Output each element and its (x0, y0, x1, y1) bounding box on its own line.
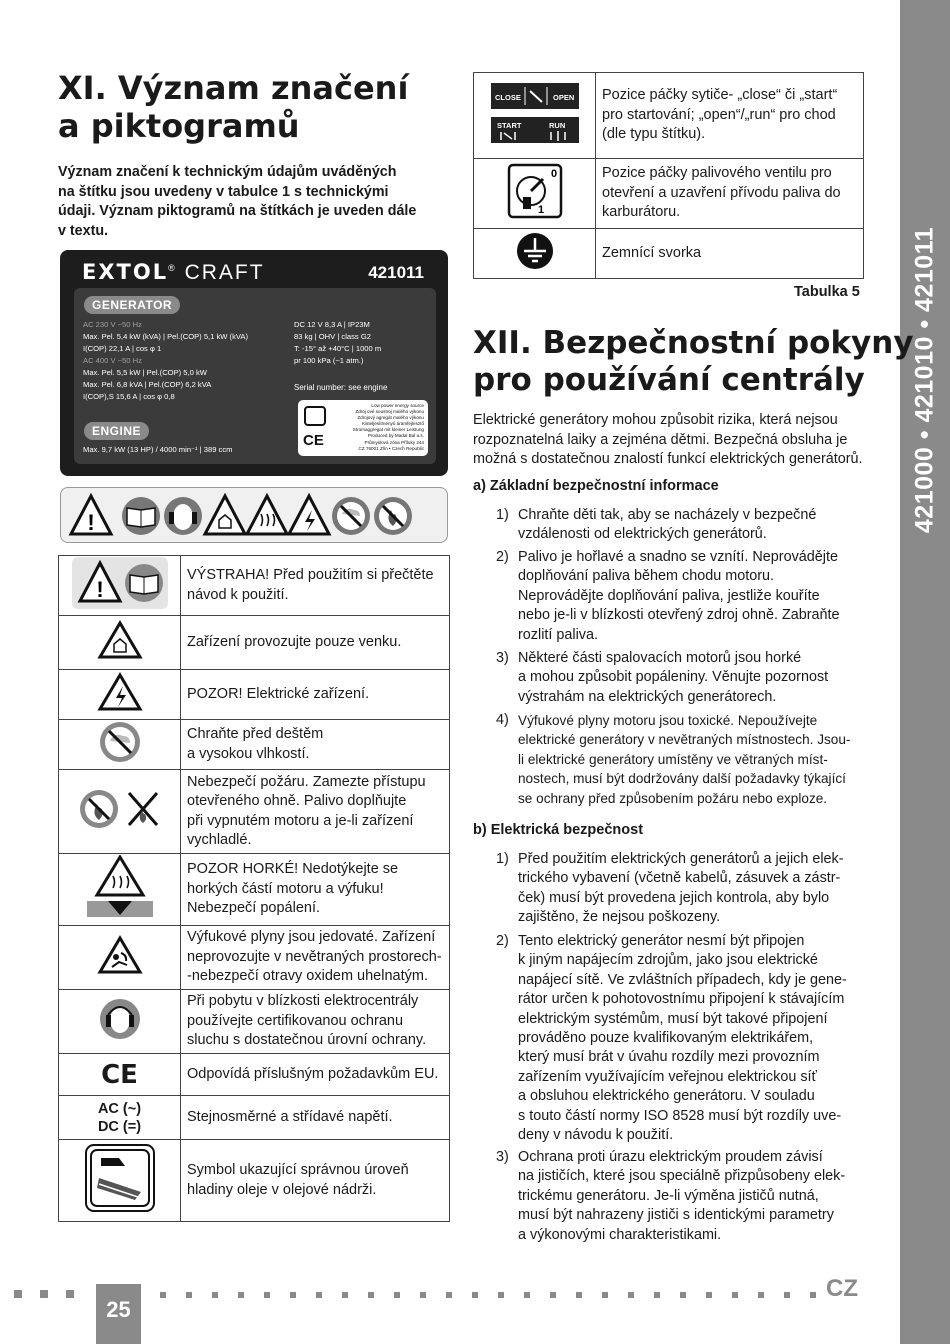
spec-line: 83 kg | OHV | class G2 (294, 332, 371, 341)
pictogram-table (58, 555, 450, 1222)
footer-dot (472, 1292, 478, 1298)
oil-level-icon (85, 1144, 155, 1212)
cell-line: otevřeného ohně. Palivo doplňujte (187, 793, 407, 809)
footer-dot (420, 1292, 426, 1298)
footer-dot (706, 1292, 712, 1298)
spec-line: Max. Pel. 5,5 kW | Pel.(COP) 5,0 kW (83, 368, 207, 377)
section-12-intro (473, 411, 863, 470)
item-line: rátor určen k pohotovostnímu připojení k stávajícím (518, 991, 845, 1008)
cell-line: karburátoru. (602, 204, 681, 221)
table-row (59, 556, 450, 616)
text-cell (181, 1054, 450, 1096)
item-line: Chraňte děti tak, aby se nacházely v bezpečné (518, 507, 817, 523)
label-model: 421011 (368, 263, 424, 282)
item-line: a obsluhou elektrického generátoru. V souladu (518, 1088, 815, 1105)
footer-dot (316, 1292, 322, 1298)
item-line: se ochrany před způsobením požáru nebo exploze. (518, 790, 828, 806)
manual-book-icon (122, 497, 160, 535)
brand-mark: ® (168, 263, 177, 273)
cell-line: Odpovídá příslušným požadavkům EU. (187, 1065, 439, 1082)
no-rain-icon (332, 497, 370, 535)
table-row (59, 926, 450, 990)
generator-pill: GENERATOR (84, 296, 180, 314)
item-line: vzdálenosti od elektrických generátorů. (518, 526, 767, 543)
footer-dot (368, 1292, 374, 1298)
footer-dot (550, 1292, 556, 1298)
serial-number: Serial number: see engine (294, 383, 388, 392)
electric-hazard-icon (97, 672, 143, 712)
text-cell (181, 1096, 450, 1140)
footer-dot (680, 1292, 686, 1298)
footer-dot (784, 1292, 790, 1298)
text-cell (181, 854, 450, 926)
text-cell (181, 720, 450, 770)
title-line: XI. Význam značení (58, 69, 409, 107)
small-line: Low power energy source (371, 403, 424, 408)
no-fire-icon (374, 497, 412, 535)
footer-dot (732, 1292, 738, 1298)
item-line: li elektrické generátory umístěny ve větraných míst- (518, 751, 828, 767)
icon-cell (59, 990, 181, 1054)
spec-line: Max. Pel. 5,4 kW (kVA) | Pel.(COP) 5,1 kW (kVA) (83, 332, 248, 341)
cell-line: Výfukové plyny jsou jedovaté. Zařízení (187, 929, 436, 946)
icon-cell (59, 556, 181, 616)
cell-line: Nebezpečí popálení. (187, 900, 321, 917)
item-line: Před použitím elektrických generátorů a jejich elek- (518, 851, 844, 867)
pictogram-strip (60, 487, 448, 543)
ac-dc-icon (59, 1096, 181, 1140)
subsection-b-heading: b) Elektrická bezpečnost (473, 822, 644, 838)
footer-dot (602, 1292, 608, 1298)
cell-line: horkých částí motoru a výfuku! (187, 880, 384, 897)
icon-cell (59, 770, 181, 854)
label-left-specs (83, 319, 248, 403)
engine-pill: ENGINE (84, 422, 149, 440)
spec-line: DC 12 V 8,3 A | IP23M (294, 320, 370, 329)
item-line: který musí brát v úvahu rozdíly mezi provozním (518, 1049, 820, 1066)
icon-cell (59, 1140, 181, 1222)
text-cell (596, 159, 864, 229)
icon-cell (59, 720, 181, 770)
table-row (59, 1140, 450, 1222)
footer-dot (290, 1292, 296, 1298)
table-row (59, 616, 450, 670)
section-11-intro (58, 163, 453, 241)
no-rain-icon (98, 720, 142, 764)
text-cell (181, 556, 450, 616)
intro-line: možná s dostatečnou znalostí funkcí elektrických generátorů. (473, 451, 863, 467)
lever-table (473, 72, 864, 279)
table-row (59, 1054, 450, 1096)
intro-line: Význam značení k technickým údajům uváděných (58, 164, 397, 180)
section-12-title (473, 325, 914, 398)
spec-line: AC 230 V ~50 Hz (83, 320, 142, 329)
item-line: nostech, musí být dodržovány další požadavky týkající (518, 771, 846, 787)
item-line: zajištěno, že nejsou poškozeny. (518, 909, 721, 926)
ce-mark-icon (59, 1054, 181, 1096)
cell-line: Nebezpečí požáru. Zamezte přístupu (187, 773, 426, 790)
no-fire-icon (77, 787, 163, 831)
table-row (474, 159, 864, 229)
language-code: CZ (826, 1275, 858, 1302)
ac-label: AC (~) (97, 1100, 142, 1117)
item-line: doplňování paliva během chodu motoru. (518, 568, 775, 585)
footer-dot (66, 1290, 74, 1298)
item-line: Tento elektrický generátor nesmí být připojen (518, 933, 805, 949)
open-label: OPEN (552, 93, 574, 102)
text-cell (181, 926, 450, 990)
svg-text:!: ! (95, 577, 104, 602)
item-line: a výkonovými charakteristikami. (518, 1226, 722, 1243)
small-line: Kisteljesítményű áramfejlesztő (361, 421, 424, 427)
text-cell (596, 229, 864, 279)
fuel-one-label: 1 (537, 204, 544, 216)
footer-dot (628, 1292, 634, 1298)
table-row (474, 73, 864, 159)
footer-dot (212, 1292, 218, 1298)
table-caption: Tabulka 5 (794, 284, 860, 300)
subsection-a-heading: a) Základní bezpečnostní informace (473, 478, 719, 494)
rating-label (60, 250, 448, 476)
cell-line: Zařízení provozujte pouze venku. (187, 633, 402, 650)
title-line: XII. Bezpečnostní pokyny (473, 325, 914, 361)
spec-line: I(COP),S 15,6 A | cos φ 0,8 (83, 392, 175, 401)
hot-surface-icon (87, 855, 153, 919)
cell-line: Symbol ukazující správnou úroveň (187, 1162, 409, 1178)
cell-line: hladiny oleje v olejové nádrži. (187, 1181, 377, 1198)
footer-dot (264, 1292, 270, 1298)
table-row (59, 770, 450, 854)
small-line: Produced by Madal Bal a.s. (367, 433, 424, 439)
item-line: nebo je-li v blízkosti otevřený zdroj ohně. Zabraňte (518, 607, 840, 624)
item-number: 3) (496, 650, 509, 666)
footer-dot (810, 1292, 816, 1298)
footer-dot (394, 1292, 400, 1298)
spec-line: T: -15° až +40°C | 1000 m (294, 344, 382, 353)
item-line: rozlití paliva. (518, 626, 598, 643)
choke-lever-icon (474, 73, 596, 159)
text-cell (181, 670, 450, 720)
item-line: k jiným napájecím zdrojům, jako jsou elektrické (518, 952, 818, 969)
small-line: CZ 76001 Zlín • Czech Republic (358, 445, 424, 451)
footer-dot (576, 1292, 582, 1298)
run-label: RUN (548, 121, 565, 130)
title-line: pro používání centrály (473, 361, 865, 398)
item-line: na jističích, které jsou speciálně přizpůsobeny elek- (518, 1168, 846, 1185)
item-line: Výfukové plyny motoru jsou toxické. Nepoužívejte (518, 713, 818, 728)
dc-label: DC (=) (97, 1118, 142, 1135)
footer-dot (758, 1292, 764, 1298)
small-line: Stromaggregat mit kleiner Leistung (352, 427, 424, 433)
table-row (59, 854, 450, 926)
cell-line: Pozice páčky palivového ventilu pro (602, 165, 832, 182)
footer-dot (40, 1290, 48, 1298)
item-line: prováděno pouze kvalifikovaným elektrikářem, (518, 1030, 814, 1047)
cell-line: Při pobytu v blízkosti elektrocentrály (187, 993, 419, 1010)
item-line: Palivo je hořlavé a snadno se vznítí. Neprovádějte (518, 549, 838, 565)
item-line: elektrické generátory v nevětraných místnostech. Jsou- (518, 732, 851, 748)
page-number: 25 (96, 1284, 141, 1344)
footer-dot (498, 1292, 504, 1298)
footer-dot (524, 1292, 530, 1298)
item-line: Ochrana proti úrazu elektrickým proudem závisí (518, 1149, 823, 1165)
item-number: 2) (496, 933, 509, 949)
fuel-zero-label: 0 (550, 168, 557, 180)
item-number: 4) (496, 712, 509, 728)
brand-light: CRAFT (184, 261, 265, 284)
warning-manual-icon (72, 557, 168, 609)
footer-dot (654, 1292, 660, 1298)
cell-line: vychladlé. (187, 832, 252, 848)
text-cell (596, 73, 864, 159)
text-cell (181, 616, 450, 670)
footer-dot (342, 1292, 348, 1298)
side-band (900, 0, 950, 1344)
item-line: zařízením využívajícím veřejnou elektrickou síť (518, 1068, 817, 1085)
text-cell (181, 770, 450, 854)
cell-line: a vysokou vlhkostí. (187, 745, 310, 762)
item-line: musí být nahrazeny jističi s identickými parametry (518, 1207, 834, 1224)
item-line: deny v návodu k použití. (518, 1127, 674, 1144)
engine-spec: Max. 9,7 kW (13 HP) / 4000 min⁻¹ | 389 ccm (83, 445, 233, 454)
side-model-numbers: 421000 • 421010 • 421011 (910, 226, 939, 534)
footer-dot (160, 1292, 166, 1298)
spec-line: pr 100 kPa (~1 atm.) (294, 356, 364, 365)
start-label: START (496, 121, 521, 130)
table-row (59, 720, 450, 770)
section-11-title (58, 70, 408, 146)
electric-hazard-icon (289, 496, 329, 534)
footer-dot (446, 1292, 452, 1298)
icon-cell (59, 926, 181, 990)
icon-cell (59, 854, 181, 926)
intro-line: na štítku jsou uvedeny v tabulce 1 s technickými (58, 183, 389, 200)
item-number: 3) (496, 1149, 509, 1165)
ear-protection-icon (164, 497, 202, 535)
cell-line: VÝSTRAHA! Před použitím si přečtěte (187, 567, 434, 583)
item-line: trického vybavení (včetně kabelů, zásuvek a zástr- (518, 870, 841, 887)
intro-line: údaji. Význam piktogramů na štítkách je uveden dále (58, 203, 417, 219)
cell-line: Chraňte před deštěm (187, 726, 324, 742)
label-small-text (353, 403, 424, 452)
table-row (59, 670, 450, 720)
cell-line: POZOR HORKÉ! Nedotýkejte se (187, 861, 399, 878)
icon-cell (59, 616, 181, 670)
hot-surface-icon (247, 496, 287, 534)
cell-line: používejte certifikovanou ochranu (187, 1012, 404, 1029)
toxic-fumes-icon (97, 935, 143, 975)
item-line: výstrahám na elektrických generátorech. (518, 688, 777, 705)
cell-line: POZOR! Elektrické zařízení. (187, 685, 370, 702)
cell-line: otevření a uzavření přívodu paliva do (602, 184, 841, 201)
table-row (59, 1096, 450, 1140)
outdoor-use-icon (205, 496, 245, 534)
text-cell (181, 1140, 450, 1222)
ground-terminal-icon (474, 229, 596, 279)
text-cell (181, 990, 450, 1054)
outdoor-use-icon (97, 620, 143, 660)
cell-line: neprovozujte v nevětraných prostorech- (187, 948, 442, 965)
svg-text:!: ! (87, 510, 95, 535)
table-row (474, 229, 864, 279)
spec-line: AC 400 V ~50 Hz (83, 356, 142, 365)
item-number: 1) (496, 507, 509, 523)
cell-line: při vypnutém motoru a je-li zařízení (187, 812, 414, 829)
footer-dot (238, 1292, 244, 1298)
small-line: Zdrojový agregát malého výkonu (357, 415, 424, 421)
cell-line: (dle typu štítku). (602, 126, 706, 143)
item-line: a mohou způsobit popáleniny. Věnujte pozornost (518, 669, 829, 686)
spec-line: I(COP) 22,1 A | cos φ 1 (83, 344, 162, 353)
cell-line: návod k použití. (187, 586, 289, 603)
label-body (74, 288, 436, 464)
intro-line: Elektrické generátory mohou způsobit rizika, která nejsou (473, 412, 838, 428)
item-line: Neprovádějte doplňování paliva, jestliže kouříte (518, 587, 820, 604)
footer-dot (14, 1290, 22, 1298)
ce-mark: CE (101, 1059, 138, 1090)
fuel-valve-icon (474, 159, 596, 229)
intro-line: v textu. (58, 222, 109, 239)
small-line: Zdroj ové soustroj malého výkonu (355, 409, 424, 415)
cell-line: pro startování; „open“/„run“ pro chod (602, 106, 836, 123)
item-line: napájecí sítě. Ve zvláštních případech, kdy je gene- (518, 971, 847, 988)
item-line: elektrickým systémům, musí být takové připojení (518, 1010, 828, 1027)
warning-triangle-icon (71, 496, 111, 535)
spec-line: Max. Pel. 6,8 kVA | Pel.(COP) 6,2 kVA (83, 380, 212, 389)
ce-mark: CE (303, 432, 324, 449)
label-right-specs (294, 319, 381, 367)
item-number: 1) (496, 851, 509, 867)
cell-line: Stejnosměrné a střídavé napětí. (187, 1108, 393, 1125)
item-line: trickému generátoru. Je-li výměna jističů nutná, (518, 1187, 819, 1204)
cell-line: Pozice páčky sytiče- „close“ či „start“ (602, 87, 838, 104)
cell-line: -nebezpečí otravy oxidem uhelnatým. (187, 968, 428, 985)
manual-book-icon (304, 406, 326, 426)
footer-dot (186, 1292, 192, 1298)
item-line: ček) musí být provedena jejich kontrola, aby bylo (518, 889, 830, 906)
cell-line: sluchu s dostatečnou úrovní ochrany. (187, 1032, 427, 1049)
cell-line: Zemnící svorka (602, 244, 702, 261)
close-label: CLOSE (494, 93, 521, 102)
title-line: a piktogramů (58, 106, 300, 145)
icon-cell (59, 670, 181, 720)
ear-protection-icon (98, 997, 142, 1041)
brand-bold: EXTOL (82, 260, 169, 284)
table-row (59, 990, 450, 1054)
label-cert-box (298, 400, 428, 456)
item-line: Některé části spalovacích motorů jsou horké (518, 650, 802, 666)
item-number: 2) (496, 549, 509, 565)
small-line: Průmyslová zóna Příluky 244 (364, 439, 424, 445)
brand-logo (82, 260, 265, 285)
item-line: s touto částí normy ISO 8528 musí být rozdíly uve- (518, 1107, 842, 1124)
intro-line: rozpoznatelná laiky a zejména dětmi. Bezpečná obsluha je (473, 431, 848, 448)
